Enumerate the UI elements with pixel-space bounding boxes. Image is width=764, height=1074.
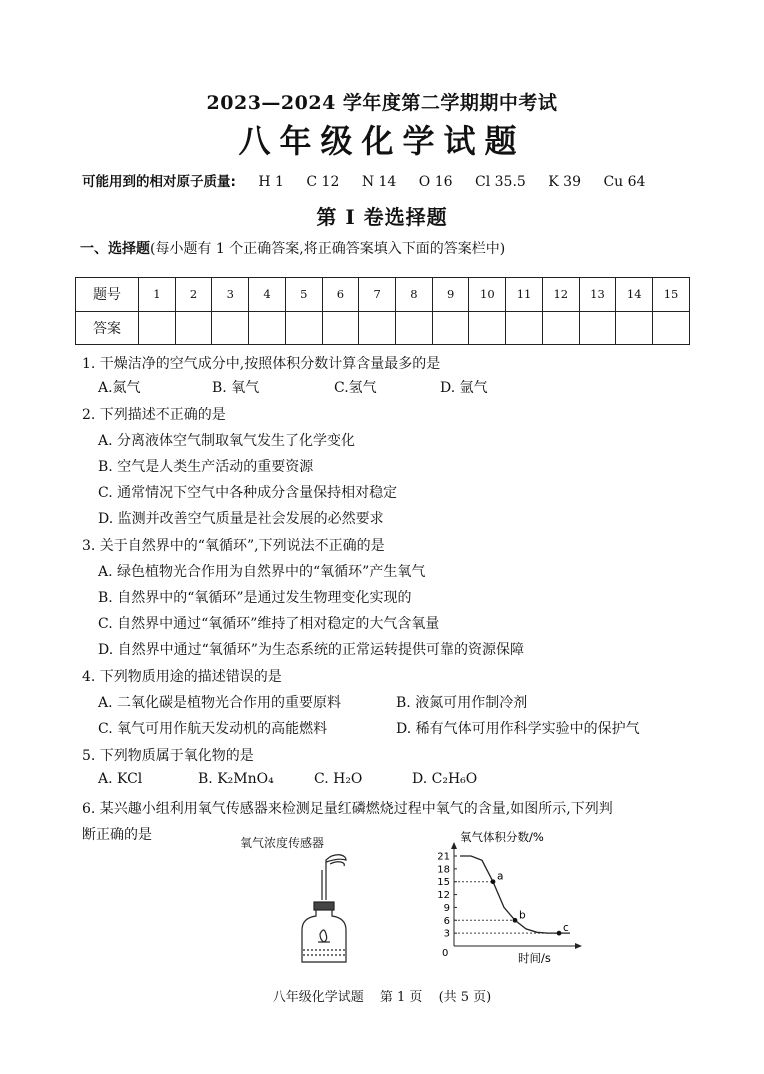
option: D. 监测并改善空气质量是社会发展的必然要求 bbox=[98, 511, 384, 527]
chart-y-tick-label: 9 bbox=[443, 902, 450, 914]
option: A. KCl bbox=[98, 771, 143, 787]
section-heading-label: 一、选择题 bbox=[80, 241, 150, 257]
question-number-cell: 15 bbox=[653, 278, 690, 312]
option: B. K₂MnO₄ bbox=[198, 771, 274, 787]
question-number-cell: 11 bbox=[506, 278, 543, 312]
question-number-cell: 13 bbox=[579, 278, 616, 312]
chart-point-label: b bbox=[519, 909, 526, 922]
answer-table-row-label: 答案 bbox=[76, 311, 139, 345]
sensor-probe-icon bbox=[326, 855, 346, 862]
sensor-label: 氧气浓度传感器 bbox=[240, 836, 325, 850]
chart-y-tick-label: 18 bbox=[437, 864, 450, 876]
option: C. H₂O bbox=[314, 771, 363, 787]
question-number-cell: 14 bbox=[616, 278, 653, 312]
atomic-mass-item: Cu 64 bbox=[603, 174, 646, 190]
stopper bbox=[314, 902, 334, 910]
question-stem-continued: 断正确的是 bbox=[82, 827, 152, 843]
answer-cell[interactable] bbox=[542, 311, 579, 345]
chart-y-tick-label: 3 bbox=[443, 928, 450, 940]
question-number-cell: 12 bbox=[542, 278, 579, 312]
sensor-probe-tip bbox=[330, 862, 344, 866]
atomic-mass-item: Cl 35.5 bbox=[475, 174, 526, 190]
question-number-cell: 9 bbox=[432, 278, 469, 312]
question-number-cell: 10 bbox=[469, 278, 506, 312]
oxygen-chart bbox=[420, 828, 590, 968]
answer-cell[interactable] bbox=[396, 311, 433, 345]
question-number-cell: 8 bbox=[396, 278, 433, 312]
atomic-mass-item: C 12 bbox=[306, 174, 340, 190]
footer-total: (共 5 页) bbox=[438, 990, 492, 1005]
apparatus-figure bbox=[290, 850, 360, 968]
chart-x-axis-label: 时间/s bbox=[518, 951, 551, 965]
chart-origin-label: 0 bbox=[442, 948, 449, 959]
chart-y-tick-label: 21 bbox=[437, 851, 450, 863]
chart-point bbox=[557, 931, 562, 936]
answer-cell[interactable] bbox=[322, 311, 359, 345]
question-number-cell: 2 bbox=[175, 278, 212, 312]
answer-cell[interactable] bbox=[359, 311, 396, 345]
question-stem: 1. 干燥洁净的空气成分中,按照体积分数计算含量最多的是 bbox=[82, 356, 441, 372]
option: C.氢气 bbox=[334, 380, 377, 396]
chart-point-label: c bbox=[563, 922, 569, 935]
section-heading-note: (每小题有 1 个正确答案,将正确答案填入下面的答案栏中) bbox=[150, 241, 506, 257]
answer-table-row-label: 题号 bbox=[76, 278, 139, 312]
chart-y-tick-label: 6 bbox=[443, 915, 450, 927]
chart-y-axis-arrow bbox=[451, 842, 457, 849]
option: C. 自然界中通过“氧循环”维持了相对稳定的大气含氧量 bbox=[98, 616, 440, 632]
paper-title: 八年级化学试题 bbox=[238, 122, 526, 160]
atomic-mass-item: O 16 bbox=[418, 174, 453, 190]
option: A. 二氧化碳是植物光合作用的重要原料 bbox=[98, 695, 342, 711]
question-number-cell: 3 bbox=[212, 278, 249, 312]
atomic-mass-item: H 1 bbox=[258, 174, 284, 190]
chart-y-axis-label: 氧气体积分数/% bbox=[460, 830, 544, 844]
answer-table-number-row bbox=[76, 278, 690, 312]
answer-cell[interactable] bbox=[432, 311, 469, 345]
answer-cell[interactable] bbox=[653, 311, 690, 345]
option: B. 氧气 bbox=[212, 380, 260, 396]
answer-cell[interactable] bbox=[212, 311, 249, 345]
question-stem: 4. 下列物质用途的描述错误的是 bbox=[82, 669, 282, 685]
answer-table-answer-row bbox=[76, 311, 690, 345]
option: D. 氩气 bbox=[440, 380, 488, 396]
question-stem: 2. 下列描述不正确的是 bbox=[82, 407, 226, 423]
option: D. C₂H₆O bbox=[412, 771, 478, 787]
answer-cell[interactable] bbox=[469, 311, 506, 345]
question-number-cell: 6 bbox=[322, 278, 359, 312]
question-number-cell: 7 bbox=[359, 278, 396, 312]
atomic-masses-label: 可能用到的相对原子质量: bbox=[82, 174, 236, 190]
atomic-mass-item: N 14 bbox=[361, 174, 397, 190]
question-stem: 3. 关于自然界中的“氧循环”,下列说法不正确的是 bbox=[82, 538, 385, 554]
answer-cell[interactable] bbox=[249, 311, 286, 345]
atomic-masses bbox=[82, 170, 645, 190]
section-heading bbox=[80, 238, 505, 258]
question-number-cell: 4 bbox=[249, 278, 286, 312]
option: A. 绿色植物光合作用为自然界中的“氧循环”产生氧气 bbox=[98, 564, 426, 580]
answer-cell[interactable] bbox=[139, 311, 176, 345]
option: D. 稀有气体可用作科学实验中的保护气 bbox=[396, 721, 640, 737]
question-number-cell: 5 bbox=[285, 278, 322, 312]
exam-title: 2023—2024 学年度第二学期期中考试 bbox=[206, 92, 558, 114]
answer-cell[interactable] bbox=[579, 311, 616, 345]
option: A. 分离液体空气制取氧气发生了化学变化 bbox=[98, 433, 356, 449]
option: B. 自然界中的“氧循环”是通过发生物理变化实现的 bbox=[98, 590, 412, 606]
atomic-mass-item: K 39 bbox=[548, 174, 581, 190]
option: C. 氧气可用作航天发动机的高能燃料 bbox=[98, 721, 328, 737]
footer-page: 第 1 页 bbox=[379, 990, 423, 1005]
chart-y-tick-label: 15 bbox=[437, 877, 450, 889]
answer-cell[interactable] bbox=[175, 311, 212, 345]
question-number-cell: 1 bbox=[139, 278, 176, 312]
answer-cell[interactable] bbox=[616, 311, 653, 345]
section-title: 第 I 卷选择题 bbox=[316, 205, 448, 229]
option: B. 空气是人类生产活动的重要资源 bbox=[98, 459, 314, 475]
chart-point-label: a bbox=[497, 870, 504, 883]
gas-bottle bbox=[302, 910, 346, 962]
option: B. 液氮可用作制冷剂 bbox=[396, 695, 528, 711]
page-footer bbox=[0, 986, 764, 1005]
chart-y-tick-label: 12 bbox=[437, 890, 450, 902]
question-stem: 5. 下列物质属于氧化物的是 bbox=[82, 748, 254, 764]
option: C. 通常情况下空气中各种成分含量保持相对稳定 bbox=[98, 485, 398, 501]
option: D. 自然界中通过“氧循环”为生态系统的正常运转提供可靠的资源保障 bbox=[98, 642, 524, 658]
answer-table bbox=[75, 277, 690, 345]
chart-point bbox=[491, 879, 496, 884]
chart-x-axis-arrow bbox=[575, 943, 582, 949]
answer-cell[interactable] bbox=[506, 311, 543, 345]
question-stem: 6. 某兴趣小组利用氧气传感器来检测足量红磷燃烧过程中氧气的含量,如图所示,下列判 bbox=[82, 801, 613, 817]
flame-icon bbox=[320, 930, 327, 942]
option: A.氮气 bbox=[98, 380, 141, 396]
answer-cell[interactable] bbox=[285, 311, 322, 345]
chart-point bbox=[513, 918, 518, 923]
footer-subject: 八年级化学试题 bbox=[272, 990, 364, 1005]
